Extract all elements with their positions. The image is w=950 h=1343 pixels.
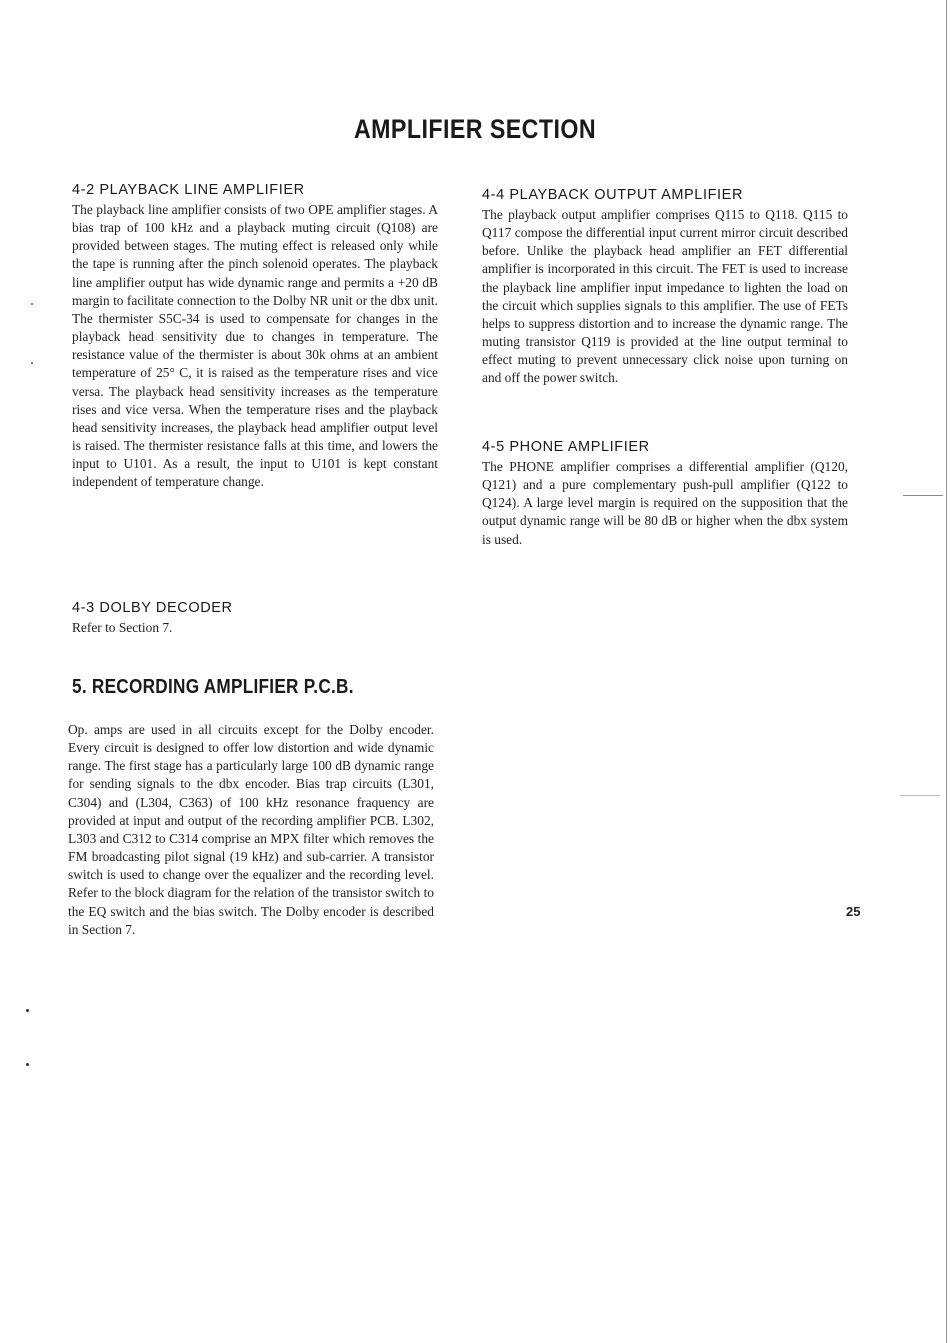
- section-body: The playback output amplifier comprises Q115 to Q118. Q115 to Q117 compose the differential input current mirror circuit described before. Unlike the playback head amplifier an FET differential amplifier is incorporated in this circuit. The FET is used to increase the playback line amplifier input impedance to lighten the load on the circuit which supplies signals to this amplifier. The use of FETs helps to suppress distortion and to increase the dynamic range. The muting transistor Q119 is provided at the line output terminal to effect muting to prevent unnecessary click noise upon turning on and off the power switch.: [482, 207, 848, 386]
- section-body: Refer to Section 7.: [72, 620, 173, 635]
- scan-dot: [31, 303, 33, 305]
- scan-edge: [946, 0, 947, 1343]
- page-number: 25: [846, 904, 861, 919]
- section-recording-amplifier: [68, 721, 434, 939]
- section-heading: 4-3 DOLBY DECODER: [72, 600, 233, 616]
- scan-mark: [900, 795, 940, 796]
- section-dolby-decoder: [72, 599, 438, 637]
- section-playback-line-amplifier: [72, 181, 438, 492]
- scan-dot: [31, 362, 33, 364]
- scan-mark: [903, 495, 943, 496]
- chapter-heading: 5. RECORDING AMPLIFIER P.C.B.: [72, 676, 354, 698]
- section-body: Op. amps are used in all circuits except for the Dolby encoder. Every circuit is designed to offer low distortion and wide dynamic range. The first stage has a particularly large 100 dB dynamic range for sending signals to the dbx encoder. Bias trap circuits (L301, C304) and (L304, C363) of 100 kHz resonance fraquency are provided at input and output of the recording amplifier PCB. L302, L303 and C312 to C314 comprise an MPX filter which removes the FM broadcasting pilot signal (19 kHz) and sub-carrier. A transistor switch is used to change over the equalizer and the recording level. Refer to the block diagram for the relation of the transistor switch to the EQ switch and the bias switch. The Dolby encoder is described in Section 7.: [68, 722, 434, 937]
- section-playback-output-amplifier: [482, 186, 848, 388]
- section-heading: 4-5 PHONE AMPLIFIER: [482, 439, 650, 455]
- section-heading: 4-2 PLAYBACK LINE AMPLIFIER: [72, 182, 305, 198]
- scan-dot: [26, 1063, 29, 1066]
- section-heading: 4-4 PLAYBACK OUTPUT AMPLIFIER: [482, 187, 744, 203]
- section-phone-amplifier: [482, 438, 848, 549]
- section-body: The playback line amplifier consists of two OPE amplifier stages. A bias trap of 100 kHz and a playback muting circuit (Q108) are provided between stages. The muting effect is released only while the tape is running after the pinch solenoid operates. The playback line amplifier output has wide dynamic range and permits a +20 dB margin to facilitate connection to the Dolby NR unit or the dbx unit. The thermister S5C-34 is used to compensate for changes in the playback head sensitivity due to changes in temperature. The resistance value of the thermister is about 30k ohms at an ambient temperature of 25° C, it is raised as the temperature rises and vice versa. The playback head sensitivity increases as the temperature rises and vice versa. When the temperature rises and the playback head sensitivity increases, the playback head amplifier output level is raised. The thermister resistance falls at this time, and lowers the input to U101. As a result, the input to U101 is kept constant independent of temperature change.: [72, 202, 438, 490]
- section-body: The PHONE amplifier comprises a differential amplifier (Q120, Q121) and a pure complementary push-pull amplifier (Q122 to Q124). A large level margin is required on the supposition that the output dynamic range will be 80 dB or higher when the dbx system is used.: [482, 459, 848, 547]
- scan-dot: [26, 1009, 29, 1012]
- page-title: AMPLIFIER SECTION: [353, 114, 597, 144]
